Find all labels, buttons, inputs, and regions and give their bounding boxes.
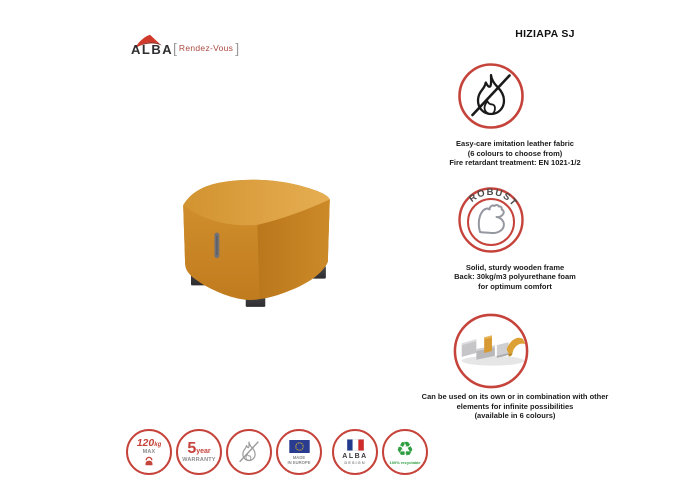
orange-corner-pouf-render bbox=[148, 166, 363, 313]
warranty-value: 5 bbox=[187, 439, 197, 457]
page-title: HIZIAPA SJ bbox=[515, 28, 575, 40]
warranty-label: WARRANTY bbox=[182, 456, 216, 463]
max-load-value: 120 bbox=[136, 437, 155, 449]
no-fire-icon bbox=[233, 436, 265, 468]
tagline-text: Rendez-Vous bbox=[178, 43, 234, 53]
brand-name: ALBA bbox=[131, 42, 174, 57]
badge-warranty bbox=[176, 429, 222, 475]
feature-caption-modular: Can be used on its own or in combination with other elements for infinite possibilities (available in 6 colours) bbox=[421, 392, 609, 420]
brand-tagline bbox=[173, 41, 239, 55]
feature-caption-frame: Solid, sturdy wooden frame Back: 30kg/m3 polyurethane foam for optimum comfort bbox=[454, 262, 576, 291]
alba-brand-mark bbox=[131, 33, 175, 59]
bracket-open: [ bbox=[173, 40, 177, 56]
badge-recyclable bbox=[382, 429, 428, 475]
robust-ring-label: ROBUST bbox=[467, 186, 520, 209]
france-flag-icon bbox=[347, 439, 364, 451]
modular-seating-icon bbox=[452, 312, 530, 390]
bracket-close: ] bbox=[235, 40, 240, 56]
robust-bicep-icon bbox=[457, 186, 525, 254]
alba-design-label: DESIGN bbox=[344, 460, 366, 465]
eu-flag-icon bbox=[289, 440, 310, 453]
badge-alba-design bbox=[332, 429, 378, 475]
no-fire-icon bbox=[457, 62, 525, 130]
feature-list bbox=[405, 58, 625, 421]
badge-made-in-europe bbox=[276, 429, 322, 475]
badge-max-load bbox=[126, 429, 172, 475]
certification-badges bbox=[126, 429, 428, 475]
feature-caption-fabric: Easy-care imitation leather fabric (6 colours to choose from) Fire retardant treatment: EN 1021-1/2 bbox=[449, 139, 581, 167]
warranty-unit: year bbox=[196, 447, 211, 455]
made-in-europe-label: MADE IN EUROPE bbox=[287, 454, 311, 465]
max-load-label: MAX bbox=[142, 448, 156, 455]
product-image bbox=[148, 166, 363, 318]
badge-fire-retardant bbox=[226, 429, 272, 475]
alba-design-brand: ALBA bbox=[342, 453, 368, 460]
kettlebell-icon bbox=[143, 455, 155, 466]
recycle-icon: ♻ bbox=[396, 438, 414, 461]
recyclable-label: 100% recyclable bbox=[389, 459, 421, 465]
max-load-unit: kg bbox=[154, 442, 162, 448]
